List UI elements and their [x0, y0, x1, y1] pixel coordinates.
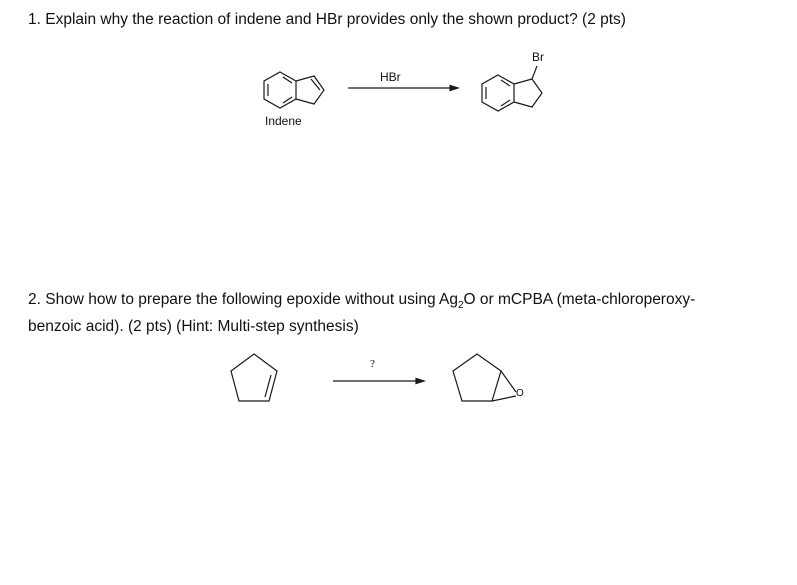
question-2-line1-start: 2. Show how to prepare the following epoxide without using Ag — [28, 291, 458, 308]
indene-label: Indene — [265, 114, 302, 128]
question-2-line2: benzoic acid). (2 pts) (Hint: Multi-step synthesis) — [28, 318, 359, 336]
reaction-arrow-1 — [348, 86, 458, 91]
indene-structure — [264, 72, 324, 108]
bromoindane-structure — [482, 66, 542, 111]
cyclopentene-structure — [231, 354, 277, 401]
question-2-text — [28, 289, 778, 337]
epoxide-oxygen-label: O — [516, 388, 524, 399]
unknown-reagent-label: ? — [370, 358, 375, 370]
question-1-text: 1. Explain why the reaction of indene and HBr provides only the shown product? (2 pts) — [28, 11, 626, 28]
cyclopentene-oxide-structure — [453, 354, 516, 401]
reaction-arrow-2 — [333, 379, 424, 384]
reagent-hbr-label: HBr — [380, 70, 401, 84]
question-2-line1-end: O or mCPBA (meta-chloroperoxy- — [463, 291, 696, 308]
subscript-2: 2 — [457, 300, 464, 312]
bromine-atom-label: Br — [532, 50, 544, 64]
